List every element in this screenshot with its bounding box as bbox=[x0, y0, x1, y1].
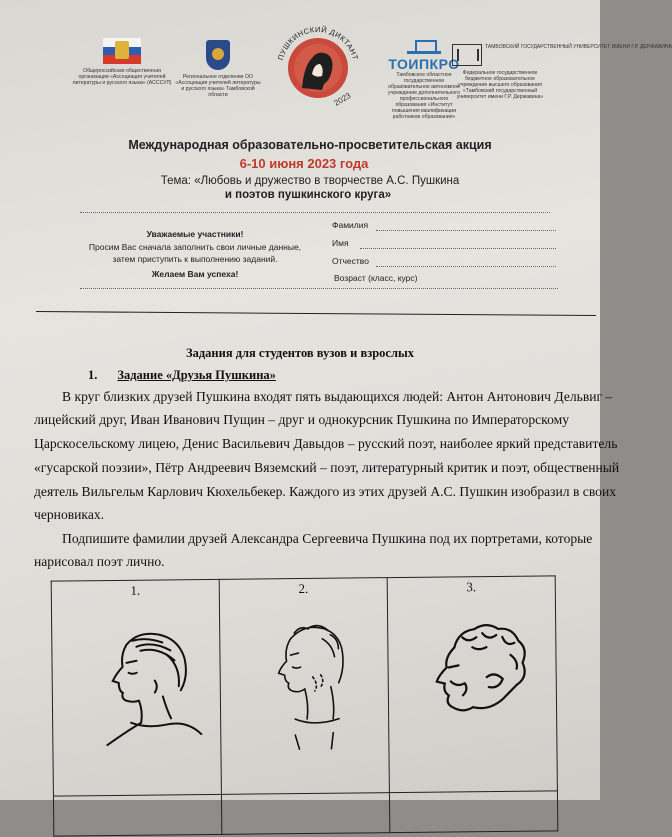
dotted-separator-bottom bbox=[80, 288, 558, 289]
portrait-number: 3. bbox=[466, 579, 477, 595]
flag-emblem-icon bbox=[103, 38, 141, 64]
university-emblem-icon bbox=[452, 44, 482, 66]
portrait-sketch-1-icon bbox=[66, 610, 208, 761]
region-caption: Региональное отделение ОО «Ассоциация учителей литературы и русского языка» Тамбовской области bbox=[175, 74, 261, 98]
pushkin-seal-icon bbox=[272, 18, 364, 110]
university-name: ТАМБОВСКИЙ ГОСУДАРСТВЕННЫЙ УНИВЕРСИТЕТ ИМЕНИ Г.Р. ДЕРЖАВИНА bbox=[485, 44, 672, 50]
paragraph-line: черновиках. bbox=[34, 507, 105, 522]
toipkro-logo bbox=[386, 40, 462, 120]
portrait-cell-2 bbox=[219, 578, 389, 795]
portrait-number: 1. bbox=[130, 582, 141, 598]
surname-line[interactable] bbox=[376, 230, 556, 231]
portrait-number: 2. bbox=[298, 580, 309, 597]
paragraph-line: нарисовал поэт лично. bbox=[34, 554, 165, 569]
toipkro-caption: Тамбовское областное государственное образовательное автономное учреждение дополнительного профессионального образования «Институт повышения квалификации работников образования» bbox=[388, 72, 460, 120]
task-number: 1. bbox=[88, 368, 98, 382]
theme-label: Тема: bbox=[160, 175, 191, 187]
university-caption: Федеральное государственное бюджетное образовательное учреждение высшего образования «Тамбовский государственный университет имени Г.Р. Державина» bbox=[456, 70, 544, 100]
assoc-logo bbox=[72, 38, 172, 86]
portrait-sketch-2-icon bbox=[234, 608, 376, 759]
portrait-cell-1 bbox=[51, 579, 221, 796]
greeting: Уважаемые участники! bbox=[146, 229, 244, 239]
portrait-sketch-3-icon bbox=[402, 607, 544, 758]
event-date: 6-10 июня 2023 года bbox=[239, 156, 369, 171]
signature-cell-1[interactable] bbox=[53, 794, 221, 836]
portrait-cell-3 bbox=[387, 576, 557, 793]
field-age[interactable]: Возраст (класс, курс) bbox=[334, 273, 418, 283]
dotted-separator bbox=[80, 212, 550, 213]
patronymic-line[interactable] bbox=[376, 266, 556, 267]
tambov-crest-icon bbox=[206, 40, 230, 70]
field-patronymic[interactable]: Отчество bbox=[332, 256, 369, 266]
paragraph-line: деятель Вильгельм Карлович Кюхельбекер. Каждого из этих друзей А.С. Пушкин изобразил в своих bbox=[34, 484, 617, 499]
paragraph-line: «гусарской поэзии», Пётр Андреевич Вяземский – поэт, литературный критик и поэт, общественный bbox=[34, 460, 620, 475]
instruction-line1: Просим Вас сначала заполнить свои личные данные, bbox=[88, 242, 302, 252]
pushkin-dictation-logo bbox=[272, 18, 384, 115]
university-logo bbox=[452, 44, 672, 100]
portrait-table bbox=[51, 575, 559, 836]
paragraph-line: лицейский друг, Иван Иванович Пущин – друг и однокурсник Пушкина по Императорскому bbox=[34, 412, 570, 427]
seal-year: 2023 bbox=[332, 91, 353, 108]
section-title: Задания для студентов вузов и взрослых bbox=[186, 346, 414, 360]
region-logo bbox=[174, 40, 262, 98]
horizontal-rule bbox=[36, 311, 596, 316]
instruction-line2: затем приступить к выполнению заданий. bbox=[112, 254, 278, 264]
seal-arc-text: ПУШКИНСКИЙ ДИКТАНТ bbox=[275, 24, 361, 62]
paragraph-line: В круг близких друзей Пушкина входят пять выдающихся людей: Антон Антонович Дельвиг – bbox=[62, 389, 613, 404]
event-theme-line1 bbox=[10, 175, 610, 187]
paragraph-line: Подпишите фамилии друзей Александра Сергеевича Пушкина под их портретами, которые bbox=[62, 531, 593, 546]
task-title: Задание «Друзья Пушкина» bbox=[117, 368, 276, 382]
theme-text: «Любовь и дружество в творчестве А.С. Пушкина bbox=[194, 175, 460, 187]
building-icon bbox=[407, 40, 441, 54]
signature-cell-3[interactable] bbox=[389, 791, 557, 833]
task-heading bbox=[88, 368, 276, 383]
event-theme-line2: и поэтов пушкинского круга» bbox=[224, 189, 392, 201]
name-line[interactable] bbox=[360, 248, 556, 249]
field-surname[interactable]: Фамилия bbox=[332, 220, 369, 230]
toipkro-name: ТОИПКРО bbox=[388, 56, 460, 72]
paragraph-line: Царскосельскому лицею, Денис Васильевич Давыдов – русский поэт, наиболее яркий представитель bbox=[34, 436, 618, 451]
signature-cell-2[interactable] bbox=[221, 793, 389, 835]
field-name[interactable]: Имя bbox=[332, 238, 349, 248]
assoc-caption: Общероссийская общественная организация «Ассоциация учителей литературы и русского языка» (АСССУЛ) bbox=[72, 68, 172, 86]
event-title: Международная образовательно-просветительская акция bbox=[128, 138, 492, 152]
wish-text: Желаем Вам успеха! bbox=[151, 269, 239, 279]
